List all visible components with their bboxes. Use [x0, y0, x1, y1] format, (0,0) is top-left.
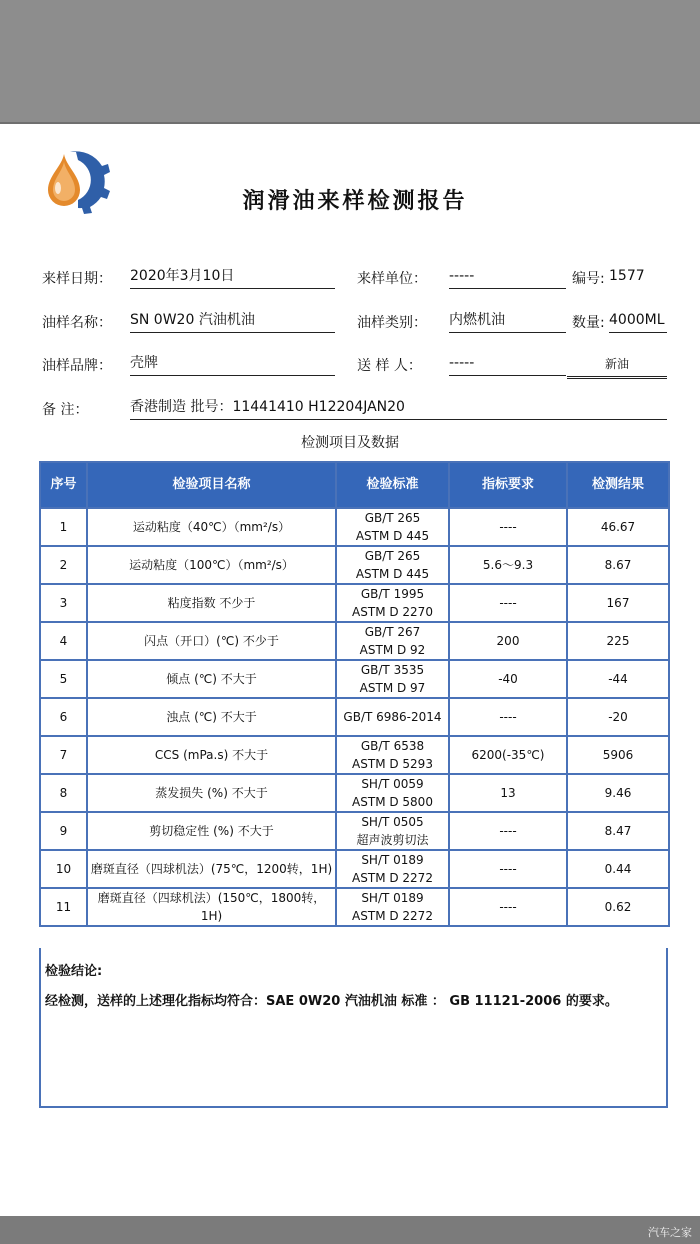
table-title: 检测项目及数据: [301, 435, 399, 451]
standard-line-1: GB/T 6986-2014: [343, 710, 442, 724]
cell-result: 8.67: [567, 546, 669, 584]
cell-result: 167: [567, 584, 669, 622]
cell-no: 5: [40, 660, 87, 698]
standard-line-1: SH/T 0505: [361, 815, 424, 829]
cell-result: 46.67: [567, 508, 669, 546]
table-row: [40, 546, 669, 584]
standard-line-1: GB/T 265: [364, 549, 421, 563]
watermark: 汽车之家: [648, 1226, 692, 1239]
cell-result: 9.46: [567, 774, 669, 812]
cell-standard: [336, 812, 449, 850]
table-row: [40, 888, 669, 926]
col-header-item: 检验项目名称: [87, 462, 336, 508]
oil-name-value: SN 0W20 汽油机油: [130, 310, 335, 333]
bottom-bar: [0, 1216, 700, 1244]
table-row: [40, 736, 669, 774]
cell-standard: [336, 888, 449, 926]
standard-line-1: GB/T 1995: [360, 587, 425, 601]
table-row: [40, 584, 669, 622]
cell-item: 浊点 (℃) 不大于: [87, 698, 336, 736]
report-title: 润滑油来样检测报告: [242, 188, 468, 214]
top-bar: [0, 0, 700, 124]
cell-no: 11: [40, 888, 87, 926]
table-row: [40, 698, 669, 736]
number-value: 1577: [609, 268, 645, 284]
standard-line-1: SH/T 0189: [361, 853, 424, 867]
cell-item: 蒸发损失 (%) 不大于: [87, 774, 336, 812]
brand-label: 油样品牌：: [42, 358, 112, 374]
standard-line-2: ASTM D 5800: [352, 795, 433, 809]
cell-requirement: 6200(-35℃): [449, 736, 567, 774]
cell-requirement: 5.6～9.3: [449, 546, 567, 584]
cell-requirement: ----: [449, 508, 567, 546]
cell-no: 7: [40, 736, 87, 774]
cell-result: -44: [567, 660, 669, 698]
cell-no: 9: [40, 812, 87, 850]
test-data-table: [39, 461, 670, 927]
cell-no: 10: [40, 850, 87, 888]
quantity-label: 数量:: [572, 315, 605, 331]
oil-type-value: 内燃机油: [449, 310, 566, 333]
col-header-standard: 检验标准: [336, 462, 449, 508]
standard-line-2: ASTM D 2270: [352, 605, 433, 619]
sample-unit-value: -----: [449, 266, 566, 289]
cell-no: 8: [40, 774, 87, 812]
cell-item: CCS (mPa.s) 不大于: [87, 736, 336, 774]
cell-no: 2: [40, 546, 87, 584]
conclusion-box: [39, 948, 668, 1108]
cell-item: 磨斑直径（四球机法）(75℃，1200转，1H): [87, 850, 336, 888]
cell-no: 1: [40, 508, 87, 546]
conclusion-title: 检验结论:: [45, 964, 103, 979]
cell-requirement: ----: [449, 888, 567, 926]
cell-item: 剪切稳定性 (%) 不大于: [87, 812, 336, 850]
new-oil-value: 新油: [567, 354, 667, 379]
number-label: 编号:: [572, 271, 605, 287]
standard-line-2: ASTM D 445: [355, 529, 430, 543]
col-header-requirement: 指标要求: [449, 462, 567, 508]
standard-line-2: ASTM D 445: [355, 567, 430, 581]
table-row: [40, 850, 669, 888]
cell-item: 粘度指数 不少于: [87, 584, 336, 622]
remark-value: 香港制造 批号：11441410 H12204JAN20: [130, 397, 667, 420]
cell-standard: [336, 698, 449, 736]
table-row: [40, 812, 669, 850]
cell-standard: [336, 774, 449, 812]
standard-line-1: GB/T 3535: [360, 663, 425, 677]
cell-result: 8.47: [567, 812, 669, 850]
cell-standard: [336, 508, 449, 546]
cell-standard: [336, 584, 449, 622]
cell-standard: [336, 546, 449, 584]
remark-label: 备 注：: [42, 402, 89, 418]
cell-standard: [336, 736, 449, 774]
cell-result: 0.44: [567, 850, 669, 888]
standard-line-2: 超声波剪切法: [356, 833, 429, 847]
table-header-row: [40, 462, 669, 508]
standard-line-2: ASTM D 2272: [352, 871, 433, 885]
cell-standard: [336, 850, 449, 888]
cell-standard: [336, 660, 449, 698]
standard-line-1: GB/T 265: [364, 511, 421, 525]
sample-date-label: 来样日期：: [42, 271, 112, 287]
cell-no: 4: [40, 622, 87, 660]
cell-requirement: ----: [449, 850, 567, 888]
standard-line-1: GB/T 6538: [360, 739, 425, 753]
standard-line-2: ASTM D 2272: [352, 909, 433, 923]
cell-requirement: ----: [449, 698, 567, 736]
cell-no: 3: [40, 584, 87, 622]
oil-name-label: 油样名称：: [42, 315, 112, 331]
sample-date-value: 2020年3月10日: [130, 266, 335, 289]
cell-item: 闪点（开口）(℃) 不少于: [87, 622, 336, 660]
cell-no: 6: [40, 698, 87, 736]
col-header-no: 序号: [40, 462, 87, 508]
standard-line-1: SH/T 0059: [361, 777, 424, 791]
standard-line-2: ASTM D 92: [359, 643, 426, 657]
cell-requirement: -40: [449, 660, 567, 698]
cell-requirement: ----: [449, 812, 567, 850]
table-row: [40, 774, 669, 812]
sample-unit-label: 来样单位：: [357, 271, 427, 287]
cell-item: 运动粘度（40℃）（mm²/s）: [87, 508, 336, 546]
brand-value: 壳牌: [130, 353, 335, 376]
cell-item: 运动粘度（100℃）（mm²/s）: [87, 546, 336, 584]
quantity-value: 4000ML: [609, 310, 667, 333]
standard-line-1: GB/T 267: [364, 625, 421, 639]
cell-result: 225: [567, 622, 669, 660]
cell-requirement: 200: [449, 622, 567, 660]
cell-item: 倾点 (℃) 不大于: [87, 660, 336, 698]
cell-result: -20: [567, 698, 669, 736]
table-row: [40, 508, 669, 546]
standard-line-1: SH/T 0189: [361, 891, 424, 905]
sender-value: -----: [449, 353, 566, 376]
table-row: [40, 660, 669, 698]
sender-label: 送 样 人：: [357, 358, 422, 374]
conclusion-text: 经检测，送样的上述理化指标均符合：SAE 0W20 汽油机油 标准 ： GB 11121-2006 的要求。: [45, 994, 618, 1009]
oil-type-label: 油样类别：: [357, 315, 427, 331]
standard-line-2: ASTM D 97: [359, 681, 426, 695]
cell-requirement: 13: [449, 774, 567, 812]
cell-result: 5906: [567, 736, 669, 774]
table-row: [40, 622, 669, 660]
cell-result: 0.62: [567, 888, 669, 926]
cell-standard: [336, 622, 449, 660]
cell-requirement: ----: [449, 584, 567, 622]
cell-item: 磨斑直径（四球机法）(150℃，1800转，1H): [87, 888, 336, 926]
standard-line-2: ASTM D 5293: [352, 757, 433, 771]
col-header-result: 检测结果: [567, 462, 669, 508]
